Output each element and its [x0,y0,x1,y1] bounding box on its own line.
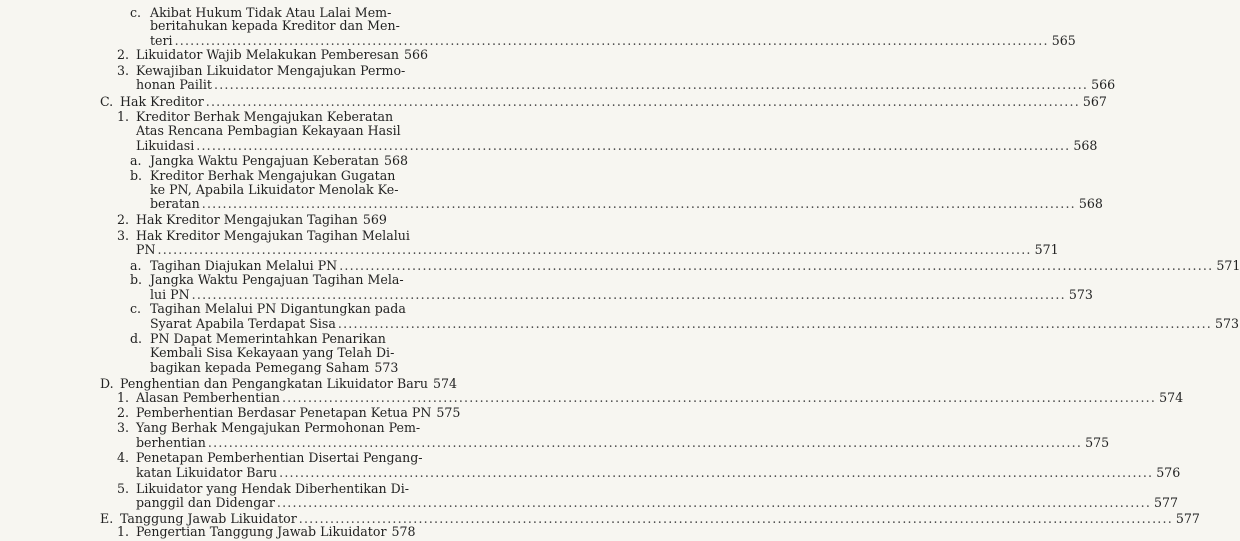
toc-entry-label: b. [130,168,143,183]
toc-entry-title: Kreditor Berhak Mengajukan Gugatan [150,168,396,183]
dot-leader [338,314,1212,333]
toc-entry-title: berhentian [136,435,206,450]
toc-entry-label: C. [100,94,114,109]
toc-page-number: 568 [1078,196,1103,211]
toc-entry-label: D. [100,376,114,391]
toc-entry-title: Jangka Waktu Pengajuan Keberatan [150,153,379,168]
toc-entry-label: 2. [117,212,130,227]
toc-entry-title: ke PN, Apabila Likuidator Menolak Ke- [150,182,399,197]
toc-entry-title: Penetapan Pemberhentian Disertai Pengang- [136,450,423,465]
toc-entry-label: c. [130,301,142,316]
toc-entry-title: beritahukan kepada Kreditor dan Men- [150,18,400,33]
toc-page-number: 578 [391,524,416,539]
toc-entry-title: Akibat Hukum Tidak Atau Lalai Mem- [150,5,392,20]
toc-entry-title: Kembali Sisa Kekayaan yang Telah Di- [150,345,395,360]
toc-entry-title: Hak Kreditor Mengajukan Tagihan [136,212,358,227]
toc-entry-label: a. [130,258,142,273]
toc-page-number: 567 [1082,94,1107,109]
toc-page-number: 575 [436,405,461,420]
toc-page-number: 577 [1154,495,1179,510]
toc-entry-title: Tagihan Diajukan Melalui PN [150,258,338,273]
toc-page-number: 573 [1068,287,1093,302]
toc-entry-label: E. [100,511,114,526]
toc-entry [0,522,416,541]
toc-entry-label: 4. [117,450,130,465]
toc-entry-title: lui PN [150,287,190,302]
toc-entry-label: 3. [117,420,130,435]
toc-page-number: 566 [404,47,429,62]
toc-entry-title: Kreditor Berhak Mengajukan Keberatan [136,109,394,124]
toc-page-number: 568 [383,153,409,168]
toc-entry-title: katan Likuidator Baru [136,465,278,480]
toc-entry-title: Likuidasi [136,138,195,153]
toc-entry-label: 3. [117,228,130,243]
toc-entry-title: panggil dan Didengar [136,495,275,510]
toc-entry-title: Likuidator Wajib Melakukan Pemberesan [136,47,400,62]
toc-entry-title: Pengertian Tanggung Jawab Likuidator [136,524,387,539]
dot-leader [339,256,1213,275]
toc-entry-title: PN [136,242,156,257]
toc-entry-label: 2. [117,405,130,420]
toc-entry-title: Alasan Pemberhentian [136,390,280,405]
toc-page-number: 574 [432,376,457,391]
toc-entry-label: c. [130,5,142,20]
toc-entry-label: 2. [117,47,130,62]
toc-entry-title: Tanggung Jawab Likuidator [120,511,297,526]
toc-entry-line [136,522,416,541]
toc-entry-title: Hak Kreditor [120,94,204,109]
toc-entry-label: 3. [117,63,130,78]
toc-entry-title: Yang Berhak Mengajukan Permohonan Pem- [136,420,421,435]
toc-entry-label: b. [130,272,143,287]
dot-leader [279,463,1153,482]
toc-entry-label: 5. [117,481,130,496]
toc-entry-title: Jangka Waktu Pengajuan Tagihan Mela- [150,272,404,287]
toc-entry-title: beratan [150,196,200,211]
toc-entry-label: a. [130,153,142,168]
toc-entry-title: Penghentian dan Pengangkatan Likuidator Baru [120,376,428,391]
toc-entry-title: bagikan kepada Pemegang Saham [150,360,370,375]
toc-entry-title: Atas Rencana Pembagian Kekayaan Hasil [136,123,401,138]
toc-page-number: 571 [1216,258,1240,273]
dot-leader [299,509,1173,528]
toc-page-number: 576 [1156,465,1181,480]
toc-page-number: 569 [362,212,387,227]
toc-entry-label: 1. [117,109,130,124]
toc-entry-title: Syarat Apabila Terdapat Sisa [150,316,336,331]
toc-entry-label: 1. [117,524,130,539]
toc-entry-title: honan Pailit [136,77,212,92]
toc-page-number: 571 [1034,242,1059,257]
toc-entry-title: Tagihan Melalui PN Digantungkan pada [150,301,406,316]
toc-page-number: 573 [1215,316,1240,331]
toc-entry-title: Kewajiban Likuidator Mengajukan Permo- [136,63,406,78]
toc-page-number: 577 [1175,511,1200,526]
toc-entry-label: d. [130,331,143,346]
toc-page-number: 565 [1051,33,1076,48]
toc-page-number: 574 [1159,390,1184,405]
toc-entry-label: 1. [117,390,130,405]
toc-page-number: 575 [1085,435,1110,450]
toc-entry-title: Hak Kreditor Mengajukan Tagihan Melalui [136,228,410,243]
toc-entry-title: Pemberhentian Berdasar Penetapan Ketua PN [136,405,432,420]
toc-page-number: 566 [1091,77,1116,92]
toc-page-number: 573 [374,360,399,375]
toc-entry-title: Likuidator yang Hendak Diberhentikan Di- [136,481,410,496]
toc-entry-title: PN Dapat Memerintahkan Penarikan [150,331,386,346]
toc-entry-title: teri [150,33,173,48]
toc-page-number: 568 [1073,138,1098,153]
